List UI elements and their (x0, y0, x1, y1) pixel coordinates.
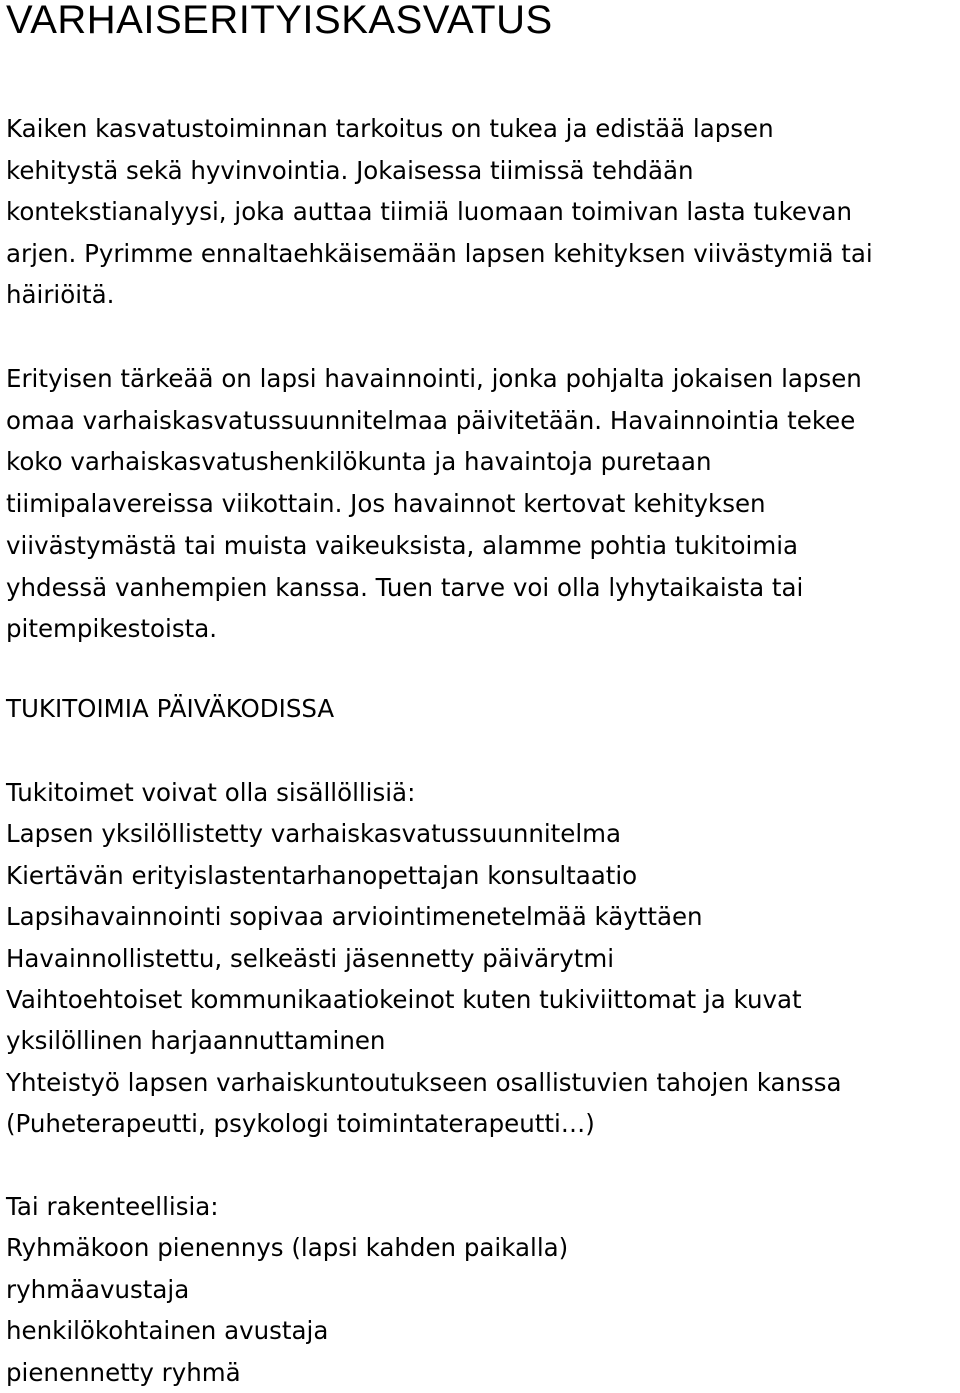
intro-line: kontekstianalyysi, joka auttaa tiimiä luomaan toimivan lasta tukevan (6, 197, 852, 226)
observation-line: omaa varhaiskasvatussuunnitelmaa päivitetään. Havainnointia tekee (6, 405, 856, 435)
list-item: Yhteistyö lapsen varhaiskuntoutukseen osallistuvien tahojen kanssa (6, 1067, 842, 1097)
list-item: henkilökohtainen avustaja (6, 1316, 329, 1346)
intro-line: Kaiken kasvatustoiminnan tarkoitus on tukea ja edistää lapsen (6, 114, 774, 143)
page-title: VARHAISERITYISKASVATUS (6, 0, 553, 42)
list-item: Kiertävän erityislastentarhanopettajan konsultaatio (6, 860, 638, 890)
observation-line: Erityisen tärkeää on lapsi havainnointi, jonka pohjalta jokaisen lapsen (6, 364, 862, 393)
content-measures-intro: Tukitoimet voivat olla sisällöllisiä: (6, 778, 416, 807)
list-item: ryhmäavustaja (6, 1274, 190, 1304)
observation-line: yhdessä vanhempien kanssa. Tuen tarve voi olla lyhytaikaista tai (6, 572, 804, 602)
list-item: Vaihtoehtoiset kommunikaatiokeinot kuten tukiviittomat ja kuvat (6, 985, 802, 1015)
list-item: (Puheterapeutti, psykologi toimintaterapeutti…) (6, 1109, 595, 1139)
intro-paragraph (6, 108, 960, 316)
intro-line: kehitystä sekä hyvinvointia. Jokaisessa tiimissä tehdään (6, 155, 694, 185)
list-item: yksilöllinen harjaannuttaminen (6, 1026, 386, 1056)
content-measures-list (6, 772, 842, 1145)
structural-measures-list (6, 1186, 568, 1393)
observation-line: tiimipalavereissa viikottain. Jos havainnot kertovat kehityksen (6, 489, 766, 519)
list-item: Lapsihavainnointi sopivaa arviointimenetelmää käyttäen (6, 902, 703, 932)
list-item: pienennetty ryhmä (6, 1357, 241, 1387)
section-heading-support-measures: TUKITOIMIA PÄIVÄKODISSA (6, 694, 335, 723)
list-item: Havainnollistettu, selkeästi jäsennetty päivärytmi (6, 943, 615, 973)
intro-line: arjen. Pyrimme ennaltaehkäisemään lapsen kehityksen viivästymiä tai (6, 238, 873, 268)
observation-paragraph (6, 358, 960, 650)
observation-line: pitempikestoista. (6, 614, 217, 644)
observation-line: koko varhaiskasvatushenkilökunta ja havaintoja puretaan (6, 447, 712, 477)
intro-line: häiriöitä. (6, 280, 115, 309)
list-item: Lapsen yksilöllistetty varhaiskasvatussuunnitelma (6, 819, 622, 849)
observation-line: viivästymästä tai muista vaikeuksista, alamme pohtia tukitoimia (6, 530, 799, 560)
list-item: Ryhmäkoon pienennys (lapsi kahden paikalla) (6, 1233, 569, 1263)
structural-measures-intro: Tai rakenteellisia: (6, 1192, 219, 1221)
